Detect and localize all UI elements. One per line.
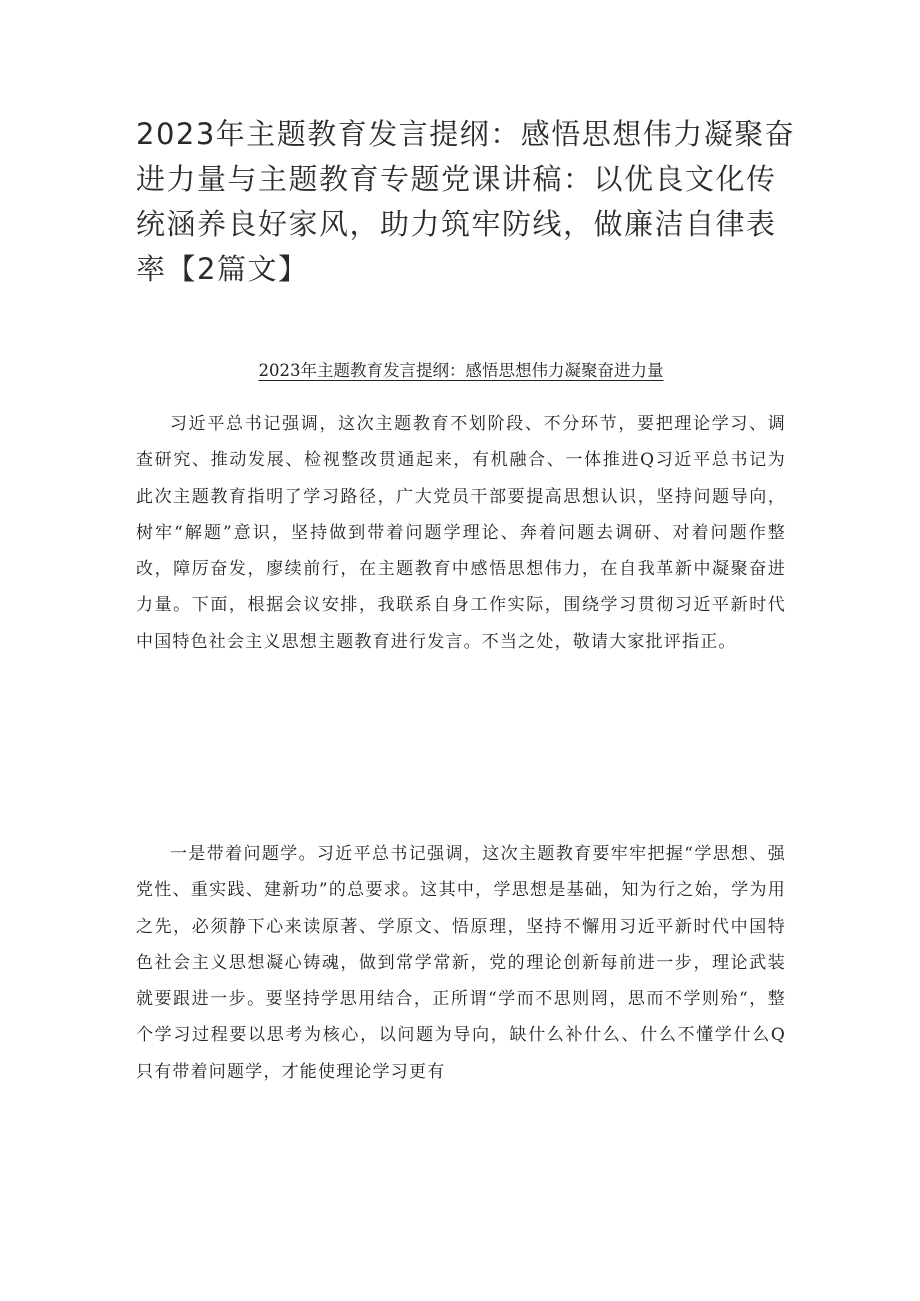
section-heading: 2023年主题教育发言提纲：感悟思想伟力凝聚奋进力量 [258,361,664,380]
paragraph-point-one: 一是带着问题学。习近平总书记强调，这次主题教育要牢牢把握“学思想、强党性、重实践、建新功”的总要求。这其中，学思想是基础，知为行之始，学为用之先，必须静下心来读原著、学原文、悟原理，坚持不懈用习近平新时代中国特色社会主义思想凝心铸魂，做到常学常新，党的理论创新每前进一步，理论武装就要跟进一步。要坚持学思用结合，正所谓“学而不思则罔，思而不学则殆“，整个学习过程要以思考为核心，以问题为导向，缺什么补什么、什么不懂学什么Q只有带着问题学，才能使理论学习更有 [136,844,786,1082]
document-title: 2023年主题教育发言提纲：感悟思想伟力凝聚奋进力量与主题教育专题党课讲稿：以优良文化传统涵养良好家风，助力筑牢防线，做廉洁自律表率【2篇文】 [136,117,796,286]
paragraph-intro: 习近平总书记强调，这次主题教育不划阶段、不分环节，要把理论学习、调查研究、推动发展、检视整改贯通起来，有机融合、一体推进Q习近平总书记为此次主题教育指明了学习路径，广大党员干部要提高思想认识，坚持问题导向，树牢“解题”意识，坚持做到带着问题学理论、奔着问题去调研、对着问题作整改，障厉奋发，廖续前行，在主题教育中感悟思想伟力，在自我革新中凝聚奋进力量。下面，根据会议安排，我联系自身工作实际，围绕学习贯彻习近平新时代中国特色社会主义思想主题教育进行发言。不当之处，敬请大家批评指正。 [136,414,786,652]
